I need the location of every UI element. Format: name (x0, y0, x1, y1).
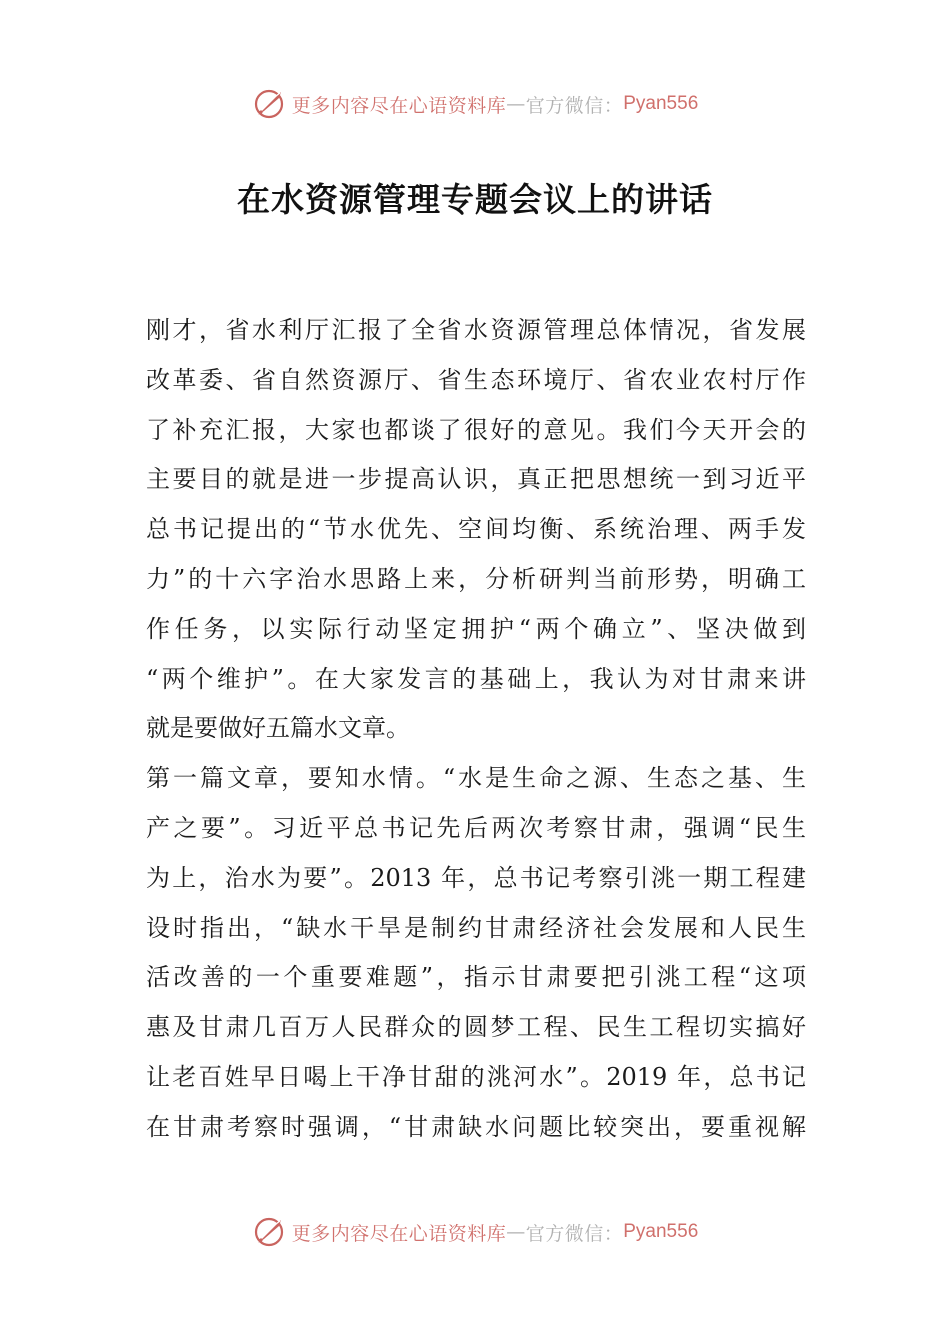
watermark-dash: — (506, 1221, 526, 1243)
paragraph-line: 主要目的就是进一步提高认识，真正把思想统一到习近平 (146, 465, 806, 494)
paragraph-line: 设时指出，“缺水干旱是制约甘肃经济社会发展和人民生 (146, 913, 806, 942)
paragraph-line: 作任务，以实际行动坚定拥护“两个确立”、坚决做到 (146, 614, 806, 643)
footer-watermark (0, 1212, 950, 1252)
watermark-dash: — (506, 93, 526, 115)
paragraph-line: 让老百姓早日喝上干净甘甜的洮河水”。2019 年，总书记 (146, 1062, 806, 1091)
paragraph-line: 改革委、省自然资源厅、省生态环境厅、省农业农村厅作 (146, 365, 806, 394)
paragraph-line: 为上，治水为要”。2013 年，总书记考察引洮一期工程建 (146, 863, 806, 892)
document-body (146, 306, 806, 1153)
paragraph-line: 活改善的一个重要难题”，指示甘肃要把引洮工程“这项 (146, 963, 806, 992)
quill-logo-icon (252, 1215, 286, 1249)
watermark-brand: 更多内容尽在心语资料库 (291, 1222, 507, 1245)
paragraph-line: 惠及甘肃几百万人民群众的圆梦工程、民生工程切实搞好 (146, 1013, 806, 1042)
watermark-id: Pyan556 (623, 1221, 699, 1242)
paragraph-line: 总书记提出的“节水优先、空间均衡、系统治理、两手发 (146, 515, 806, 544)
paragraph-line: 在甘肃考察时强调，“甘肃缺水问题比较突出，要重视解 (146, 1112, 806, 1141)
paragraph-1 (146, 306, 806, 754)
header-watermark (0, 84, 950, 124)
paragraph-line: 就是要做好五篇水文章。 (146, 714, 410, 743)
paragraph-line: 产之要”。习近平总书记先后两次考察甘肃，强调“民生 (146, 813, 806, 842)
watermark-id: Pyan556 (623, 93, 699, 114)
paragraph-line: 第一篇文章，要知水情。“水是生命之源、生态之基、生 (146, 764, 806, 793)
document-title: 在水资源管理专题会议上的讲话 (237, 180, 713, 219)
paragraph-line: 刚才，省水利厅汇报了全省水资源管理总体情况，省发展 (146, 316, 806, 344)
quill-logo-icon (252, 87, 286, 121)
paragraph-line: 了补充汇报，大家也都谈了很好的意见。我们今天开会的 (146, 415, 806, 444)
paragraph-line: 力”的十六字治水思路上来，分析研判当前形势，明确工 (146, 564, 806, 593)
paragraph-2 (146, 754, 806, 1152)
watermark-label: 官方微信： (525, 1222, 624, 1245)
watermark-brand: 更多内容尽在心语资料库 (291, 94, 507, 117)
watermark-label: 官方微信： (525, 94, 624, 117)
paragraph-line: “两个维护”。在大家发言的基础上，我认为对甘肃来讲 (146, 664, 806, 693)
